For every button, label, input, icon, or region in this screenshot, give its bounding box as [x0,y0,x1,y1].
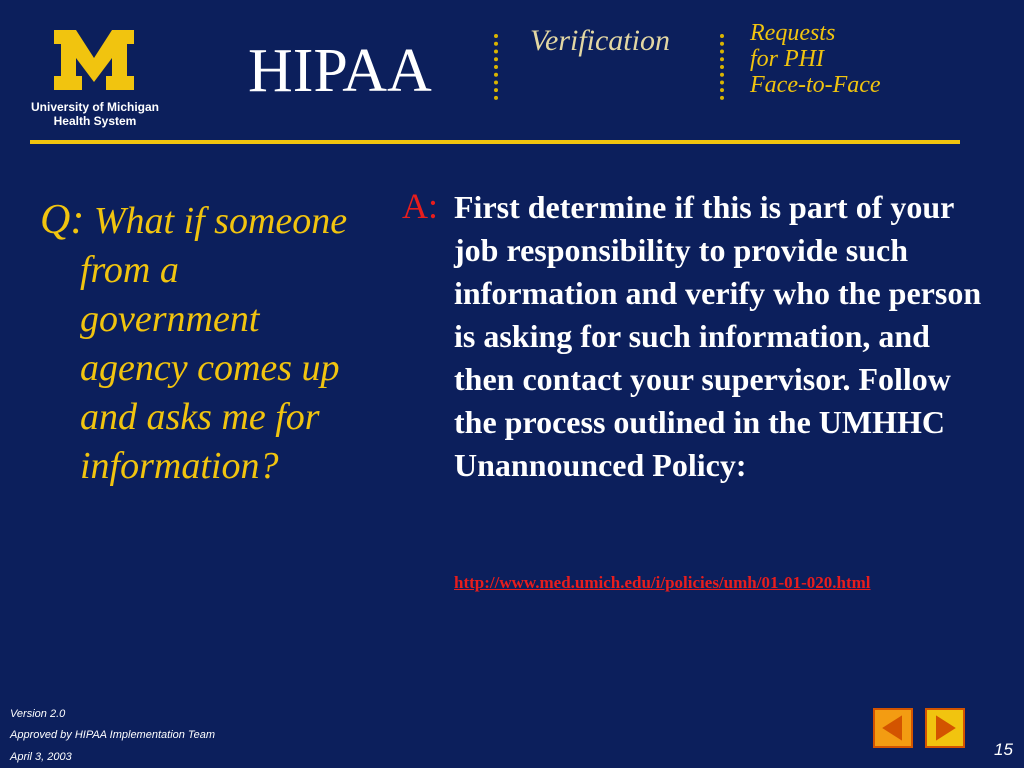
next-slide-button[interactable] [925,708,965,748]
dotted-divider-right [720,34,728,100]
logo-line-2: Health System [53,114,137,128]
subsection-label [750,20,881,98]
footer-version: Version 2.0 [10,708,66,720]
answer-label: A: [402,186,438,226]
subsection-line-2: for PHI [750,46,824,72]
triangle-left-icon [875,710,911,746]
subsection-line-3: Face-to-Face [750,72,881,98]
footer-date: April 3, 2003 [10,751,72,763]
question-label: Q: [40,197,85,243]
page-title: HIPAA [248,37,432,105]
footer-approved: Approved by HIPAA Implementation Team [10,729,216,741]
page-number: 15 [994,740,1013,759]
section-label: Verification [530,24,670,57]
block-m-logo-icon [52,28,136,92]
policy-link[interactable]: http://www.med.umich.edu/i/policies/umh/01-01-020.html [454,573,871,592]
header-rule [30,140,960,144]
question-block [40,196,350,491]
logo-line-1: University of Michigan [30,100,160,114]
question-text: What if someone from a government agency comes up and asks me for information? [80,200,348,487]
subsection-line-1: Requests [750,20,836,46]
answer-text: First determine if this is part of your job responsibility to provide such information and verify who the person is asking for such information, and then contact your supervisor. Follow the process outlined in the UMHHC Unannounced Policy: [454,189,982,483]
um-logo [30,28,165,128]
triangle-right-icon [927,710,963,746]
previous-slide-button[interactable] [873,708,913,748]
dotted-divider-left [494,34,502,100]
